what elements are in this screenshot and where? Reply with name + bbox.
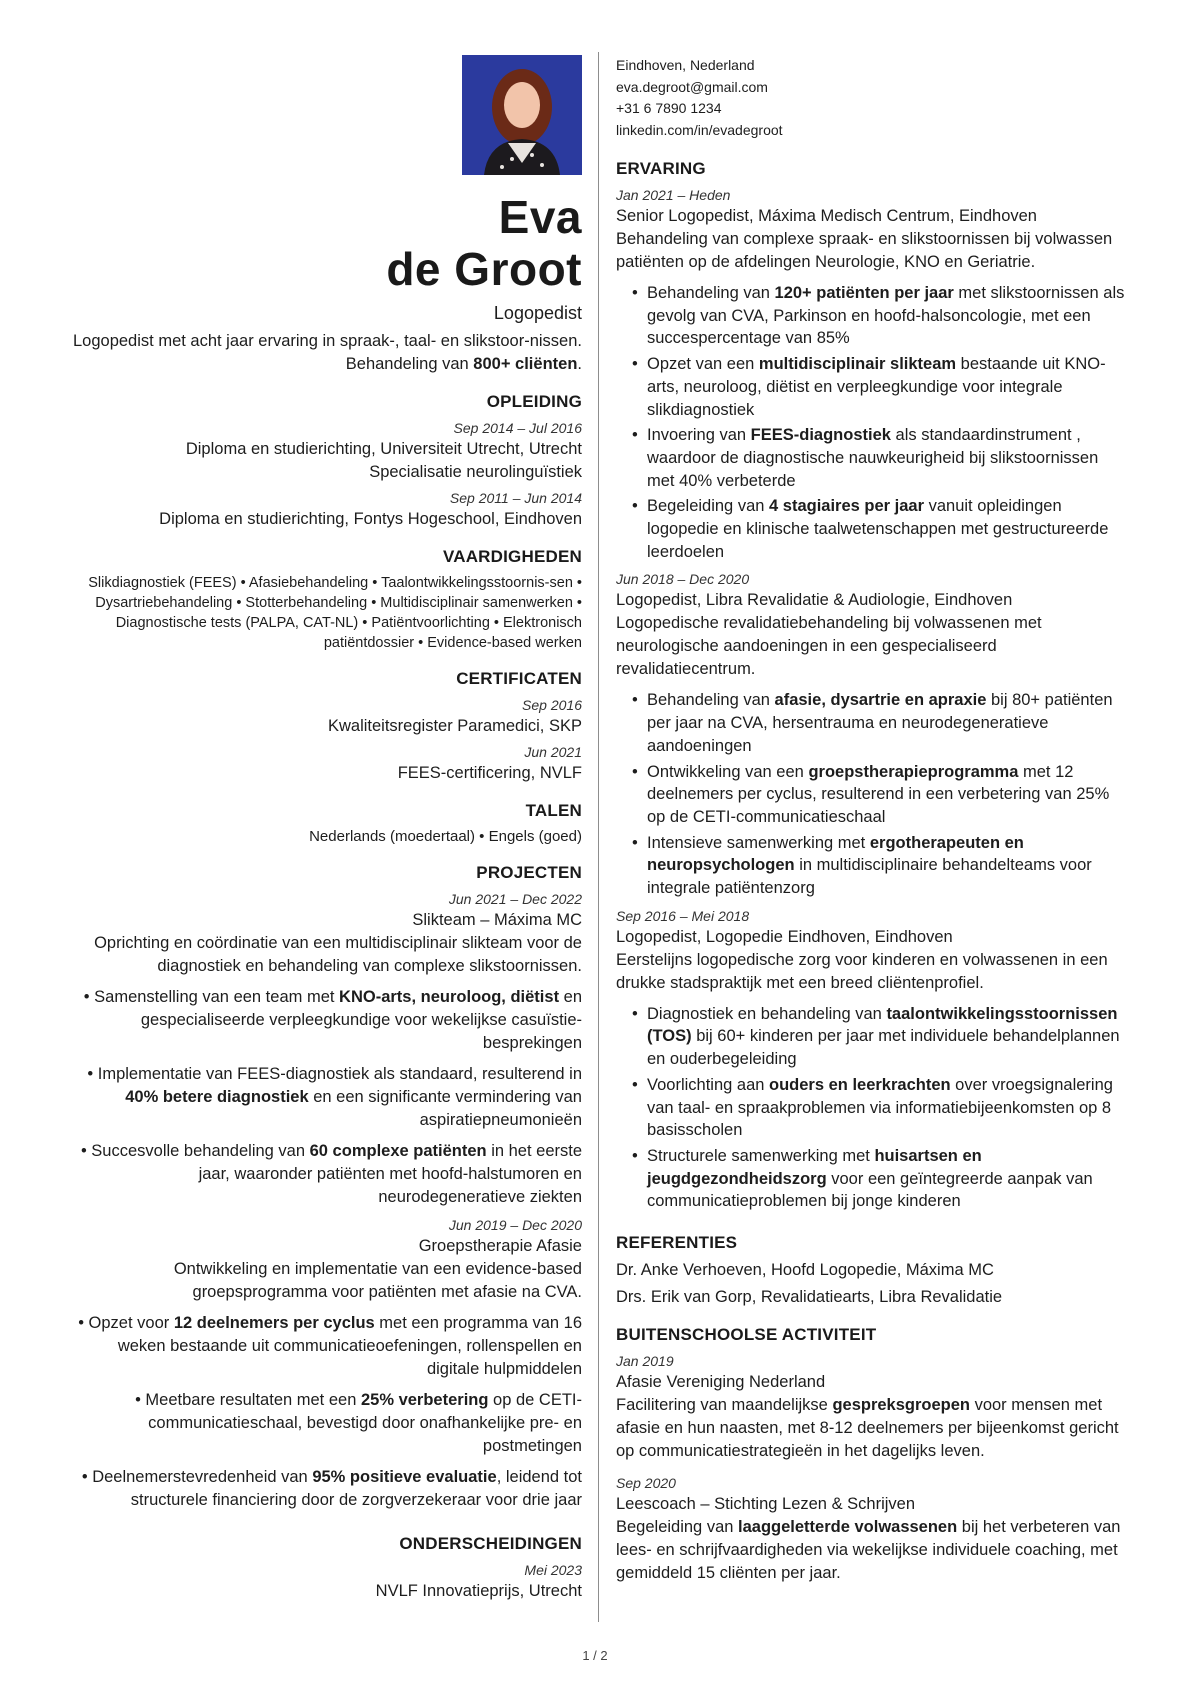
job-bullet: • Behandeling van afasie, dysartrie en apraxie bij 80+ patiënten per jaar na CVA, hersentrauma en neurodegeneratieve aandoeningen: [647, 689, 1130, 757]
project-bullet: • Meetbare resultaten met een 25% verbetering op de CETI-communicatieschaal, bevestigd door onafhankelijke pre- en postmetingen: [135, 1391, 582, 1455]
languages-list: Nederlands (moedertaal) • Engels (goed): [309, 828, 582, 845]
job-bullet: • Opzet van een multidisciplinair slikteam bestaande uit KNO-arts, neuroloog, diëtist en verpleegkundige voor integrale slikdiagnostiek: [647, 353, 1130, 421]
job-date: Jun 2018 – Dec 2020: [616, 571, 750, 588]
project-title: Groepstherapie Afasie: [418, 1237, 582, 1255]
activity-date: Jan 2019: [616, 1353, 674, 1370]
project-description: Oprichting en coördinatie van een multidisciplinair slikteam voor de diagnostiek en behandeling van complexe slikstoornissen.: [94, 934, 582, 975]
profile-summary: Logopedist met acht jaar ervaring in spraak-, taal- en slikstoor-nissen. Behandeling van 800+ cliënten.: [73, 332, 582, 373]
last-name: de Groot: [386, 243, 582, 295]
job-bullets: [616, 282, 1130, 563]
education-date: Sep 2011 – Jun 2014: [449, 490, 582, 506]
project-bullet: • Opzet voor 12 deelnemers per cyclus met een programma van 16 weken bestaande uit communicatieoefeningen, rollenspellen en digitale hulpmiddelen: [78, 1314, 582, 1378]
activities-heading: BUITENSCHOOLSE ACTIVITEIT: [616, 1325, 877, 1345]
contact-email[interactable]: eva.degroot@gmail.com: [616, 78, 768, 95]
contact-location: Eindhoven, Nederland: [616, 57, 755, 73]
award-name: NVLF Innovatieprijs, Utrecht: [375, 1582, 582, 1600]
skills-heading: VAARDIGHEDEN: [442, 547, 582, 566]
languages-heading: TALEN: [525, 801, 582, 820]
education-degree: Diploma en studierichting, Universiteit Utrecht, Utrecht: [185, 440, 582, 458]
activity-description: Facilitering van maandelijkse gespreksgroepen voor mensen met afasie en hun naasten, met 8-12 deelnemers per bijeenkomst gericht op communicatiestrategieën in het dagelijks leven.: [616, 1396, 1119, 1461]
job-bullet: • Ontwikkeling van een groepstherapieprogramma met 12 deelnemers per cyclus, resulterend in een verbetering van 25% op de CETI-communicatieschaal: [647, 761, 1130, 829]
job-bullet: • Structurele samenwerking met huisartsen en jeugdgezondheidszorg voor een geïntegreerde aanpak van communicatieproblemen bij jonge kinderen: [647, 1145, 1130, 1213]
job-description: Logopedische revalidatiebehandeling bij volwassenen met neurologische aandoeningen in een gespecialiseerd revalidatiecentrum.: [616, 614, 1042, 679]
certificate-date: Sep 2016: [522, 697, 582, 713]
job-description: Eerstelijns logopedische zorg voor kinderen en volwassenen in een drukke stadspraktijk met een breed cliëntenprofiel.: [616, 950, 1108, 992]
column-divider: [598, 52, 599, 1622]
left-column: [62, 55, 582, 1603]
project-description: Ontwikkeling en implementatie van een evidence-based groepsprogramma voor patiënten met afasie na CVA.: [173, 1260, 582, 1301]
job-date: Jan 2021 – Heden: [616, 187, 731, 203]
first-name: Eva: [498, 191, 582, 243]
job-date: Sep 2016 – Mei 2018: [616, 907, 750, 924]
reference-item: Dr. Anke Verhoeven, Hoofd Logopedie, Máxima MC: [616, 1261, 994, 1280]
references-heading: REFERENTIES: [616, 1233, 738, 1253]
project-bullet: • Samenstelling van een team met KNO-arts, neuroloog, diëtist en gespecialiseerde verpleegkundige voor wekelijkse casuïstie-besprekingen: [83, 988, 582, 1052]
project-bullet: • Succesvolle behandeling van 60 complexe patiënten in het eerste jaar, waaronder patiënten met hoofd-halstumoren en neurodegeneratieve ziekten: [80, 1142, 582, 1206]
job-title: Logopedist, Logopedie Eindhoven, Eindhoven: [616, 927, 953, 946]
education-heading: OPLEIDING: [486, 392, 582, 411]
skills-list: Slikdiagnostiek (FEES) • Afasiebehandeling • Taalontwikkelingsstoornis-sen • Dysartriebehandeling • Stotterbehandeling • Multidisciplinair samenwerken • Diagnostische tests (PALPA, CAT-NL) • Patiëntvoorlichting • Elektronisch patiëntdossier • Evidence-based werken: [88, 575, 582, 651]
job-bullet: • Behandeling van 120+ patiënten per jaar met slikstoornissen als gevolg van CVA, Parkinson en hoofd-halsoncologie, met een succespercentage van 85%: [647, 282, 1130, 350]
job-bullet: • Voorlichting aan ouders en leerkrachten over vroegsignalering van taal- en spraakproblemen via informatiebijeenkomsten op 8 basisscholen: [647, 1074, 1130, 1142]
project-date: Jun 2021 – Dec 2022: [448, 891, 582, 907]
project-bullet: • Implementatie van FEES-diagnostiek als standaard, resulterend in 40% betere diagnostiek en een significante vermindering van aspiratiepneumonieën: [87, 1065, 582, 1129]
contact-phone[interactable]: +31 6 7890 1234: [616, 100, 722, 116]
profile-photo: [462, 55, 582, 175]
job-title: Logopedist, Libra Revalidatie & Audiologie, Eindhoven: [616, 591, 1013, 610]
job-bullet: • Intensieve samenwerking met ergotherapeuten en neuropsychologen in multidisciplinaire behandelteams voor integrale patiëntenzorg: [647, 832, 1130, 900]
certificate-date: Jun 2021: [524, 744, 582, 760]
activity-description: Begeleiding van laaggeletterde volwassenen bij het verbeteren van lees- en schrijfvaardigheden via wekelijkse individuele coaching, met gemiddeld 15 cliënten per jaar.: [616, 1518, 1121, 1583]
projects-heading: PROJECTEN: [476, 863, 582, 882]
activity-title: Leescoach – Stichting Lezen & Schrijven: [616, 1495, 916, 1514]
job-bullet: • Invoering van FEES-diagnostiek als standaardinstrument , waardoor de diagnostische nauwkeurigheid bij slikstoornissen met 40% verbeterde: [647, 424, 1130, 492]
activity-date: Sep 2020: [616, 1475, 676, 1492]
job-bullets: [616, 1003, 1130, 1213]
project-date: Jun 2019 – Dec 2020: [448, 1217, 582, 1233]
education-degree: Diploma en studierichting, Fontys Hogeschool, Eindhoven: [159, 510, 582, 528]
job-title: Logopedist: [493, 303, 582, 323]
contact-linkedin[interactable]: linkedin.com/in/evadegroot: [616, 121, 783, 138]
certificate-name: FEES-certificering, NVLF: [397, 764, 582, 782]
award-date: Mei 2023: [524, 1562, 582, 1578]
job-bullet: • Diagnostiek en behandeling van taalontwikkelingsstoornissen (TOS) bij 60+ kinderen per jaar met individuele behandelplannen en ouderbegeleiding: [647, 1003, 1130, 1071]
certificate-name: Kwaliteitsregister Paramedici, SKP: [327, 717, 582, 735]
job-description: Behandeling van complexe spraak- en slikstoornissen bij volwassen patiënten op de afdelingen Neurologie, KNO en Geriatrie.: [616, 230, 1113, 271]
project-title: Slikteam – Máxima MC: [412, 911, 582, 929]
activity-title: Afasie Vereniging Nederland: [616, 1373, 826, 1392]
page-number: 1 / 2: [582, 1648, 608, 1663]
project-bullet: • Deelnemerstevredenheid van 95% positieve evaluatie, leidend tot structurele financiering door de zorgverzekeraar voor drie jaar: [81, 1468, 582, 1509]
experience-heading: ERVARING: [616, 159, 706, 178]
job-bullet: • Begeleiding van 4 stagiaires per jaar vanuit opleidingen logopedie en klinische taalwetenschappen met gestructureerde leerdoelen: [647, 495, 1130, 563]
reference-item: Drs. Erik van Gorp, Revalidatiearts, Libra Revalidatie: [616, 1288, 1003, 1307]
awards-heading: ONDERSCHEIDINGEN: [399, 1534, 582, 1553]
education-specialization: Specialisatie neurolinguïstiek: [369, 463, 582, 481]
education-date: Sep 2014 – Jul 2016: [453, 420, 582, 436]
certificates-heading: CERTIFICATEN: [456, 669, 582, 688]
right-column: [616, 55, 1130, 1585]
job-title: Senior Logopedist, Máxima Medisch Centrum, Eindhoven: [616, 207, 1037, 225]
job-bullets: [616, 689, 1130, 899]
